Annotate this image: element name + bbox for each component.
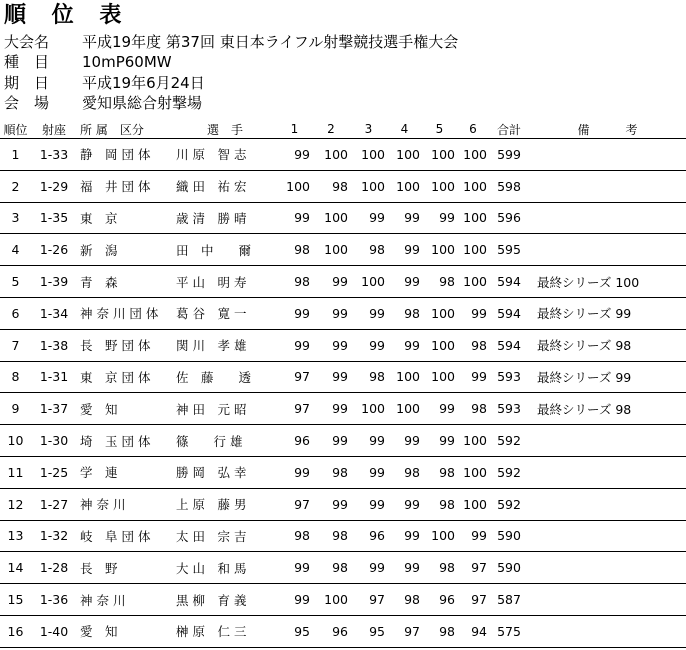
cell-total: 594 [489,329,529,361]
table-header-row [0,120,686,139]
cell-rank: 14 [0,552,31,584]
cell-series-5: 96 [422,584,457,616]
cell-series-1: 98 [277,234,312,266]
cell-series-2: 96 [312,615,350,647]
page-title: 順 位 表 [4,3,131,28]
cell-affiliation: 福 井 団 体 [77,170,173,202]
cell-series-2: 98 [312,552,350,584]
cell-remarks [529,425,686,457]
cell-series-5: 98 [422,456,457,488]
cell-series-6: 98 [457,329,489,361]
table-row [0,393,686,425]
cell-total: 592 [489,456,529,488]
cell-series-3: 99 [350,297,387,329]
cell-total: 592 [489,425,529,457]
header-series-2: 2 [312,120,350,139]
cell-series-4: 98 [387,297,422,329]
results-body [0,139,686,648]
cell-series-2: 99 [312,361,350,393]
cell-lane: 1-32 [31,520,77,552]
table-row [0,202,686,234]
cell-series-5: 100 [422,234,457,266]
cell-name: 平 山 明 寿 [173,266,277,298]
cell-rank: 10 [0,425,31,457]
cell-rank: 5 [0,266,31,298]
cell-series-5: 100 [422,520,457,552]
cell-total: 595 [489,234,529,266]
cell-name: 織 田 祐 宏 [173,170,277,202]
cell-rank: 9 [0,393,31,425]
cell-rank: 16 [0,615,31,647]
cell-lane: 1-36 [31,584,77,616]
cell-name: 川 原 智 志 [173,139,277,171]
cell-series-2: 99 [312,329,350,361]
cell-affiliation: 岐 阜 団 体 [77,520,173,552]
cell-series-2: 100 [312,234,350,266]
cell-series-4: 99 [387,202,422,234]
cell-total: 594 [489,297,529,329]
cell-series-6: 97 [457,584,489,616]
cell-name: 上 原 藤 男 [173,488,277,520]
meta-key: 会 場 [4,94,50,112]
cell-total: 587 [489,584,529,616]
meta-value: 愛知県総合射撃場 [82,94,203,112]
cell-series-4: 99 [387,552,422,584]
cell-series-5: 100 [422,297,457,329]
meta-key: 大会名 [4,33,50,51]
header-name: 選 手 [173,120,277,139]
cell-affiliation: 愛 知 [77,615,173,647]
cell-rank: 1 [0,139,31,171]
cell-series-4: 98 [387,584,422,616]
cell-series-3: 99 [350,488,387,520]
cell-name: 榊 原 仁 三 [173,615,277,647]
cell-remarks [529,552,686,584]
cell-name: 歳 清 勝 晴 [173,202,277,234]
cell-series-3: 99 [350,425,387,457]
meta-line [4,53,684,73]
meta-key: 種 目 [4,53,50,71]
table-row [0,170,686,202]
cell-remarks: 最終シリーズ 99 [529,297,686,329]
cell-remarks: 最終シリーズ 100 [529,266,686,298]
cell-name: 関 川 孝 雄 [173,329,277,361]
cell-series-2: 98 [312,520,350,552]
cell-rank: 6 [0,297,31,329]
cell-series-3: 100 [350,139,387,171]
cell-series-2: 99 [312,297,350,329]
header-series-3: 3 [350,120,387,139]
cell-series-4: 99 [387,520,422,552]
cell-series-1: 99 [277,552,312,584]
cell-series-5: 100 [422,329,457,361]
cell-series-3: 99 [350,552,387,584]
header-lane: 射座 [31,120,77,139]
cell-rank: 2 [0,170,31,202]
meta-line [4,74,684,94]
cell-name: 大 山 和 馬 [173,552,277,584]
cell-series-4: 100 [387,139,422,171]
cell-name: 田 中 爾 [173,234,277,266]
cell-series-2: 100 [312,584,350,616]
cell-series-3: 97 [350,584,387,616]
cell-affiliation: 東 京 [77,202,173,234]
cell-remarks: 最終シリーズ 98 [529,329,686,361]
cell-total: 593 [489,393,529,425]
cell-name: 太 田 宗 吉 [173,520,277,552]
cell-remarks [529,520,686,552]
cell-series-3: 99 [350,202,387,234]
cell-remarks [529,170,686,202]
cell-total: 593 [489,361,529,393]
cell-lane: 1-33 [31,139,77,171]
meta-value: 平成19年度 第37回 東日本ライフル射撃競技選手権大会 [82,33,459,51]
cell-remarks [529,202,686,234]
cell-series-5: 99 [422,393,457,425]
cell-series-2: 98 [312,456,350,488]
cell-series-2: 99 [312,393,350,425]
meta-line [4,94,684,114]
cell-lane: 1-30 [31,425,77,457]
cell-remarks [529,615,686,647]
cell-series-5: 99 [422,202,457,234]
table-row [0,488,686,520]
cell-series-2: 99 [312,266,350,298]
header-rank: 順位 [0,120,31,139]
cell-rank: 4 [0,234,31,266]
cell-series-6: 94 [457,615,489,647]
cell-series-1: 99 [277,456,312,488]
cell-series-4: 99 [387,266,422,298]
cell-series-3: 99 [350,456,387,488]
cell-series-1: 97 [277,361,312,393]
cell-series-6: 100 [457,425,489,457]
cell-series-6: 100 [457,456,489,488]
cell-total: 575 [489,615,529,647]
cell-series-4: 100 [387,361,422,393]
results-table [0,120,686,648]
cell-series-1: 96 [277,425,312,457]
cell-series-6: 100 [457,170,489,202]
cell-rank: 3 [0,202,31,234]
cell-series-6: 99 [457,361,489,393]
cell-affiliation: 神 奈 川 団 体 [77,297,173,329]
table-row [0,266,686,298]
cell-series-1: 99 [277,139,312,171]
cell-name: 勝 岡 弘 幸 [173,456,277,488]
cell-series-1: 99 [277,329,312,361]
cell-series-4: 99 [387,425,422,457]
cell-rank: 13 [0,520,31,552]
cell-remarks [529,488,686,520]
cell-series-6: 100 [457,266,489,298]
cell-name: 篠 行 雄 [173,425,277,457]
cell-series-4: 99 [387,329,422,361]
cell-lane: 1-38 [31,329,77,361]
meta-line [4,33,684,53]
cell-series-1: 98 [277,266,312,298]
cell-remarks: 最終シリーズ 98 [529,393,686,425]
cell-affiliation: 長 野 団 体 [77,329,173,361]
cell-remarks [529,234,686,266]
table-row [0,584,686,616]
cell-series-2: 100 [312,139,350,171]
table-row [0,456,686,488]
meta-key: 期 日 [4,74,50,92]
cell-series-2: 99 [312,488,350,520]
cell-name: 黒 柳 育 義 [173,584,277,616]
table-row [0,552,686,584]
cell-series-5: 98 [422,552,457,584]
cell-name: 神 田 元 昭 [173,393,277,425]
table-row [0,329,686,361]
cell-lane: 1-26 [31,234,77,266]
cell-series-6: 99 [457,520,489,552]
cell-lane: 1-25 [31,456,77,488]
cell-rank: 7 [0,329,31,361]
table-row [0,361,686,393]
cell-lane: 1-29 [31,170,77,202]
meta-value: 10mP60MW [82,53,172,71]
cell-total: 592 [489,488,529,520]
cell-series-3: 96 [350,520,387,552]
cell-affiliation: 長 野 [77,552,173,584]
cell-series-5: 100 [422,139,457,171]
cell-total: 596 [489,202,529,234]
cell-series-1: 97 [277,393,312,425]
cell-series-6: 100 [457,139,489,171]
cell-affiliation: 青 森 [77,266,173,298]
cell-series-4: 99 [387,488,422,520]
cell-series-2: 100 [312,202,350,234]
header-series-4: 4 [387,120,422,139]
cell-lane: 1-37 [31,393,77,425]
cell-lane: 1-39 [31,266,77,298]
meta-value: 平成19年6月24日 [82,74,205,92]
cell-lane: 1-27 [31,488,77,520]
cell-series-2: 98 [312,170,350,202]
cell-name: 葛 谷 寛 一 [173,297,277,329]
cell-series-1: 99 [277,584,312,616]
cell-series-1: 99 [277,202,312,234]
cell-total: 590 [489,552,529,584]
cell-series-6: 100 [457,488,489,520]
cell-remarks: 最終シリーズ 99 [529,361,686,393]
header-series-5: 5 [422,120,457,139]
cell-series-3: 98 [350,361,387,393]
header-remarks: 備 考 [529,120,686,139]
cell-series-1: 99 [277,297,312,329]
cell-series-3: 100 [350,170,387,202]
cell-series-5: 99 [422,425,457,457]
cell-remarks [529,139,686,171]
cell-rank: 12 [0,488,31,520]
cell-total: 594 [489,266,529,298]
cell-series-4: 99 [387,234,422,266]
cell-series-5: 98 [422,615,457,647]
cell-series-3: 100 [350,266,387,298]
cell-lane: 1-40 [31,615,77,647]
cell-series-2: 99 [312,425,350,457]
cell-total: 598 [489,170,529,202]
cell-series-5: 100 [422,361,457,393]
cell-name: 佐 藤 透 [173,361,277,393]
cell-series-5: 98 [422,488,457,520]
cell-affiliation: 神 奈 川 [77,584,173,616]
cell-lane: 1-28 [31,552,77,584]
cell-total: 590 [489,520,529,552]
table-row [0,615,686,647]
table-row [0,520,686,552]
cell-affiliation: 新 潟 [77,234,173,266]
cell-rank: 15 [0,584,31,616]
table-row [0,297,686,329]
cell-series-3: 100 [350,393,387,425]
header-affiliation: 所 属 区分 [77,120,173,139]
cell-total: 599 [489,139,529,171]
header-series-6: 6 [457,120,489,139]
cell-series-5: 100 [422,170,457,202]
cell-affiliation: 愛 知 [77,393,173,425]
cell-series-1: 98 [277,520,312,552]
cell-series-4: 98 [387,456,422,488]
table-row [0,425,686,457]
table-row [0,139,686,171]
cell-rank: 8 [0,361,31,393]
table-row [0,234,686,266]
cell-affiliation: 東 京 団 体 [77,361,173,393]
cell-series-6: 100 [457,202,489,234]
cell-series-4: 97 [387,615,422,647]
cell-lane: 1-31 [31,361,77,393]
cell-affiliation: 神 奈 川 [77,488,173,520]
cell-series-3: 95 [350,615,387,647]
cell-remarks [529,456,686,488]
cell-lane: 1-34 [31,297,77,329]
cell-series-1: 95 [277,615,312,647]
cell-series-6: 97 [457,552,489,584]
cell-rank: 11 [0,456,31,488]
cell-series-3: 98 [350,234,387,266]
cell-lane: 1-35 [31,202,77,234]
cell-affiliation: 埼 玉 団 体 [77,425,173,457]
cell-series-4: 100 [387,170,422,202]
header-series-1: 1 [277,120,312,139]
cell-series-1: 97 [277,488,312,520]
cell-series-6: 98 [457,393,489,425]
cell-affiliation: 静 岡 団 体 [77,139,173,171]
cell-remarks [529,584,686,616]
cell-series-1: 100 [277,170,312,202]
cell-series-5: 98 [422,266,457,298]
cell-series-3: 99 [350,329,387,361]
cell-series-6: 99 [457,297,489,329]
cell-affiliation: 学 連 [77,456,173,488]
cell-series-6: 100 [457,234,489,266]
header-total: 合計 [489,120,529,139]
cell-series-4: 100 [387,393,422,425]
